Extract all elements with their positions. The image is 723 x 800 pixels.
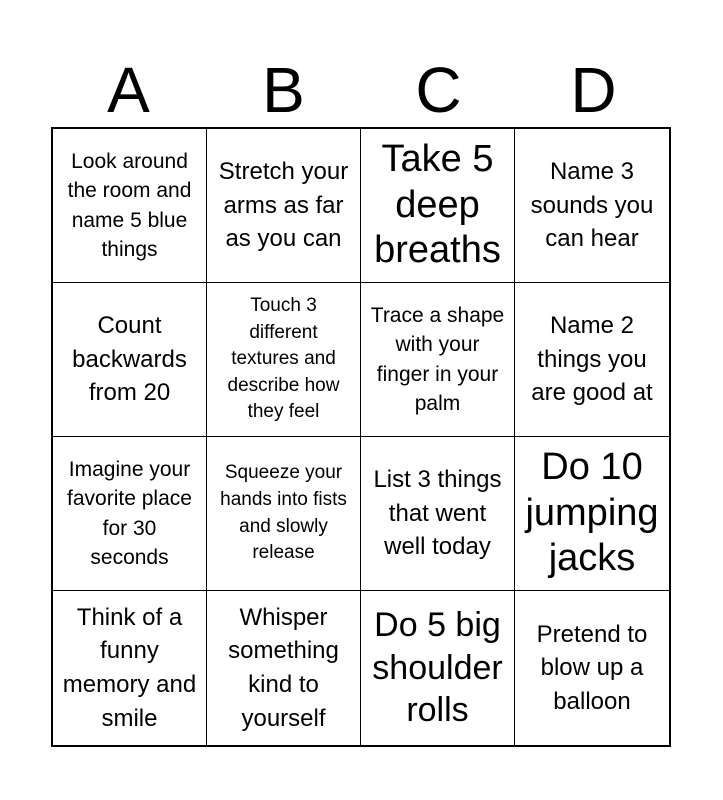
bingo-board	[51, 127, 671, 747]
bingo-cell-text: Squeeze your hands into fists and slowly release	[220, 462, 347, 564]
bingo-cell-text: Do 10 jumping jacks	[525, 446, 659, 580]
bingo-cell-text: Count backwards from 20	[72, 312, 187, 407]
bingo-cell-text: List 3 things that went well today	[373, 466, 502, 561]
bingo-cell-text: Touch 3 different textures and describe how they feel	[227, 295, 340, 423]
bingo-cell-b4[interactable]	[207, 591, 361, 745]
bingo-cell-text: Take 5 deep breaths	[374, 138, 501, 272]
bingo-cell-a1[interactable]	[53, 129, 207, 283]
bingo-cell-text: Name 2 things you are good at	[531, 312, 653, 407]
bingo-cell-c2[interactable]	[361, 283, 515, 437]
bingo-cell-text: Think of a funny memory and smile	[62, 603, 197, 732]
column-header-a: A	[107, 54, 150, 126]
bingo-cell-b3[interactable]	[207, 437, 361, 591]
bingo-cell-text: Trace a shape with your finger in your palm	[370, 303, 505, 415]
bingo-cell-text: Do 5 big shoulder rolls	[372, 606, 503, 730]
bingo-cell-text: Imagine your favorite place for 30 seconds	[67, 457, 192, 569]
bingo-cell-text: Stretch your arms as far as you can	[218, 158, 349, 253]
bingo-cell-d1[interactable]	[515, 129, 669, 283]
bingo-cell-a4[interactable]	[53, 591, 207, 745]
bingo-cell-c4[interactable]	[361, 591, 515, 745]
bingo-cell-d4[interactable]	[515, 591, 669, 745]
bingo-cell-text: Name 3 sounds you can hear	[530, 158, 654, 253]
bingo-cell-text: Pretend to blow up a balloon	[536, 620, 648, 715]
bingo-cell-text: Look around the room and name 5 blue things	[67, 149, 192, 261]
column-header-d: D	[570, 54, 617, 126]
bingo-cell-a3[interactable]	[53, 437, 207, 591]
bingo-cell-c1[interactable]	[361, 129, 515, 283]
bingo-cell-d3[interactable]	[515, 437, 669, 591]
bingo-cell-text: Whisper something kind to yourself	[228, 603, 339, 732]
bingo-cell-b2[interactable]	[207, 283, 361, 437]
bingo-cell-c3[interactable]	[361, 437, 515, 591]
column-headers	[51, 52, 671, 128]
bingo-cell-d2[interactable]	[515, 283, 669, 437]
bingo-cell-a2[interactable]	[53, 283, 207, 437]
column-header-b: B	[262, 54, 305, 126]
column-header-c: C	[415, 54, 462, 126]
bingo-cell-b1[interactable]	[207, 129, 361, 283]
